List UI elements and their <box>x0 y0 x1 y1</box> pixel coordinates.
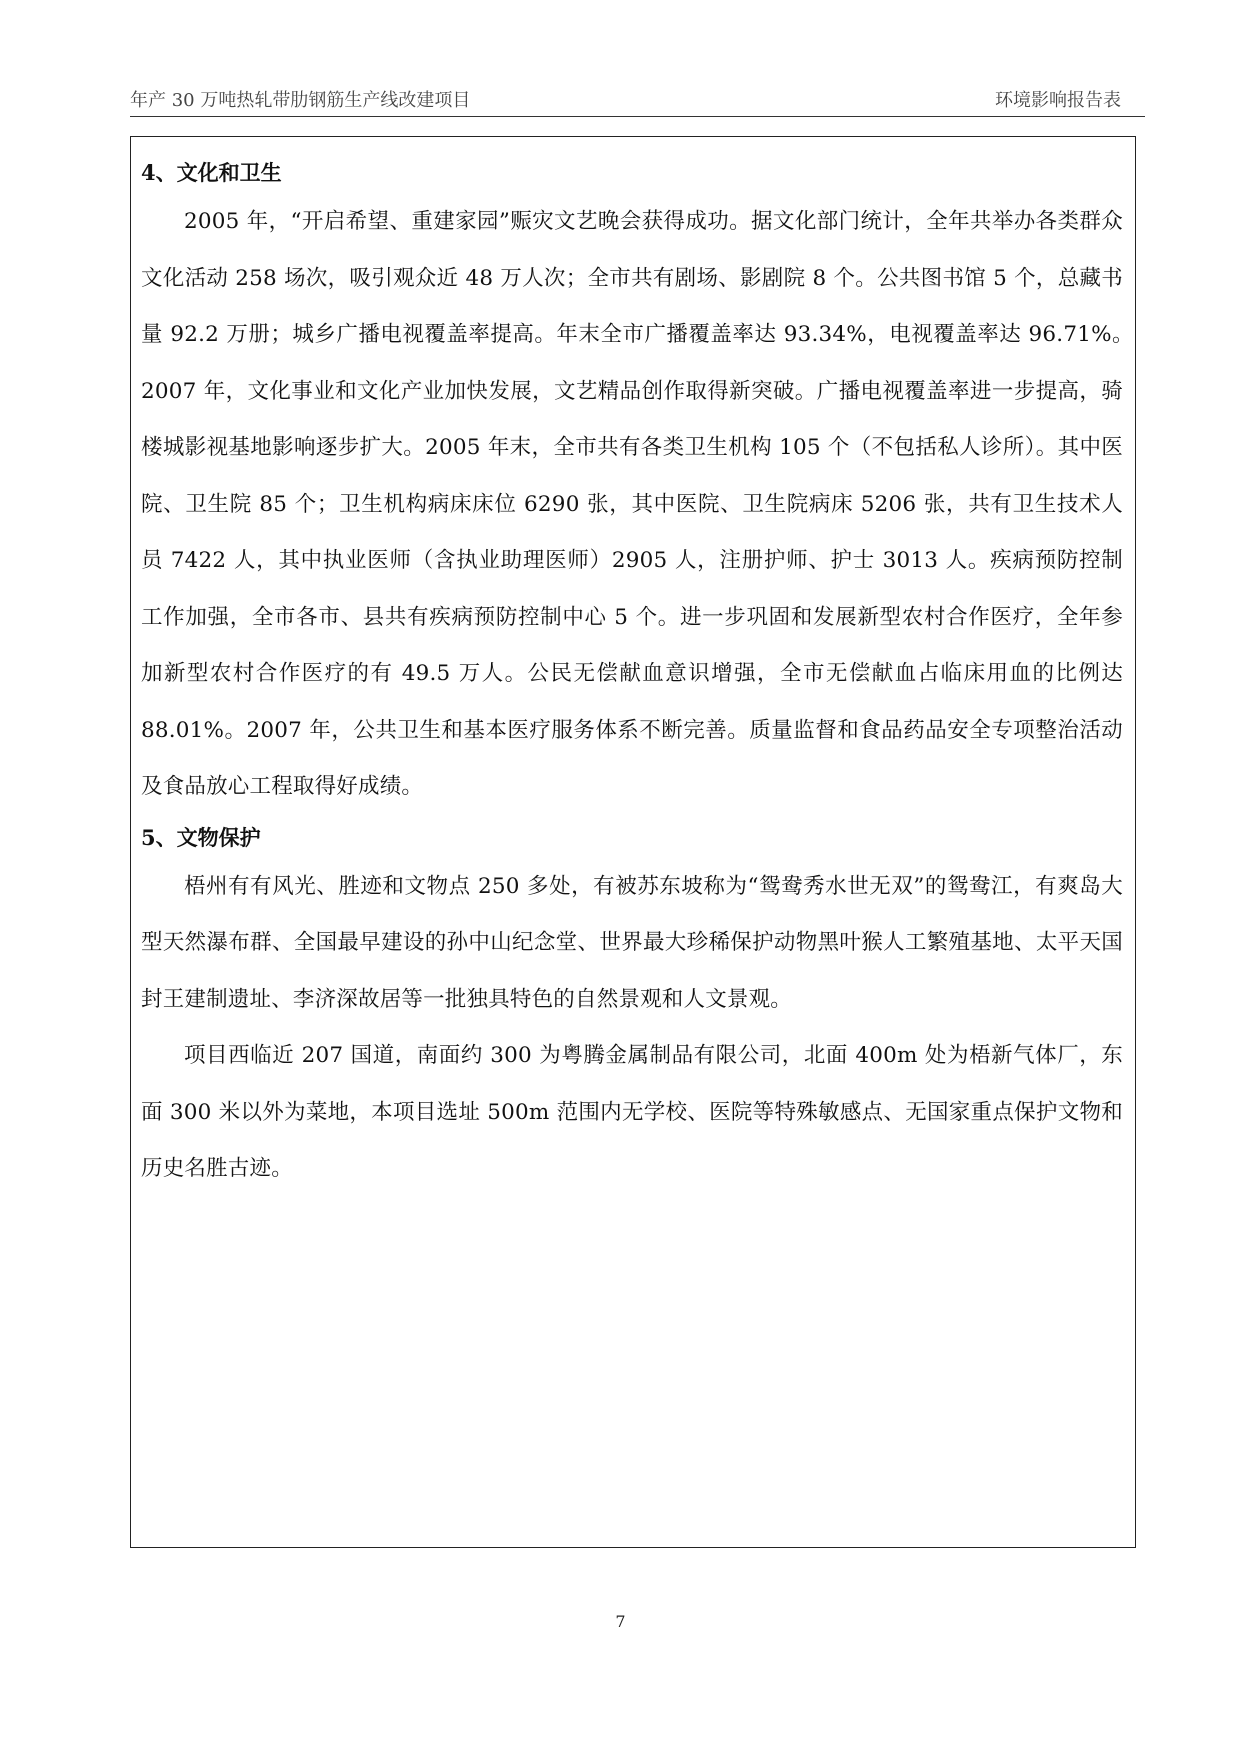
paragraph-culture-health: 2005 年，“开启希望、重建家园”赈灾文艺晚会获得成功。据文化部门统计，全年共举办各类群众文化活动 258 场次，吸引观众近 48 万人次；全市共有剧场、影剧院 8 个。公共图书馆 5 个，总藏书量 92.2 万册；城乡广播电视覆盖率提高。年末全市广播覆盖率达 93.34%，电视覆盖率达 96.71%。 2007 年，文化事业和文化产业加快发展，文艺精品创作取得新突破。广播电视覆盖率进一步提高，骑楼城影视基地影响逐步扩大。2005 年末，全市共有各类卫生机构 105 个（不包括私人诊所）。其中医院、卫生院 85 个；卫生机构病床床位 6290 张，其中医院、卫生院病床 5206 张，共有卫生技术人员 7422 人，其中执业医师（含执业助理医师）2905 人，注册护师、护士 3013 人。疾病预防控制工作加强，全市各市、县共有疾病预防控制中心 5 个。进一步巩固和发展新型农村合作医疗，全年参加新型农村合作医疗的有 49.5 万人。公民无偿献血意识增强，全市无偿献血占临床用血的比例达 88.01%。2007 年，公共卫生和基本医疗服务体系不断完善。质量监督和食品药品安全专项整治活动及食品放心工程取得好成绩。 <box>141 209 1145 799</box>
content-frame <box>130 136 1145 1548</box>
paragraph-heritage-sites: 梧州有有风光、胜迹和文物点 250 多处，有被苏东坡称为“鸳鸯秀水世无双”的鸳鸯江，有爽岛大型天然瀑布群、全国最早建设的孙中山纪念堂、世界最大珍稀保护动物黑叶猴人工繁殖基地、太平天国封王建制遗址、李济深故居等一批独具特色的自然景观和人文景观。 <box>141 873 1123 1012</box>
section-title-culture-health: 4、文化和卫生 <box>141 160 282 185</box>
page-header <box>130 84 1145 117</box>
project-title: 年产 30 万吨热轧带肋钢筋生产线改建项目 <box>130 90 471 111</box>
page-number: 7 <box>615 1612 626 1631</box>
paragraph-project-surroundings: 项目西临近 207 国道，南面约 300 为粤腾金属制品有限公司，北面 400m 处为梧新气体厂，东面 300 米以外为菜地，本项目选址 500m 范围内无学校、医院等特殊敏感点、无国家重点保护文物和历史名胜古迹。 <box>141 1043 1123 1181</box>
content-body <box>141 151 1145 1198</box>
section-title-heritage-protection: 5、文物保护 <box>141 824 261 850</box>
document-type: 环境影响报告表 <box>995 90 1121 111</box>
